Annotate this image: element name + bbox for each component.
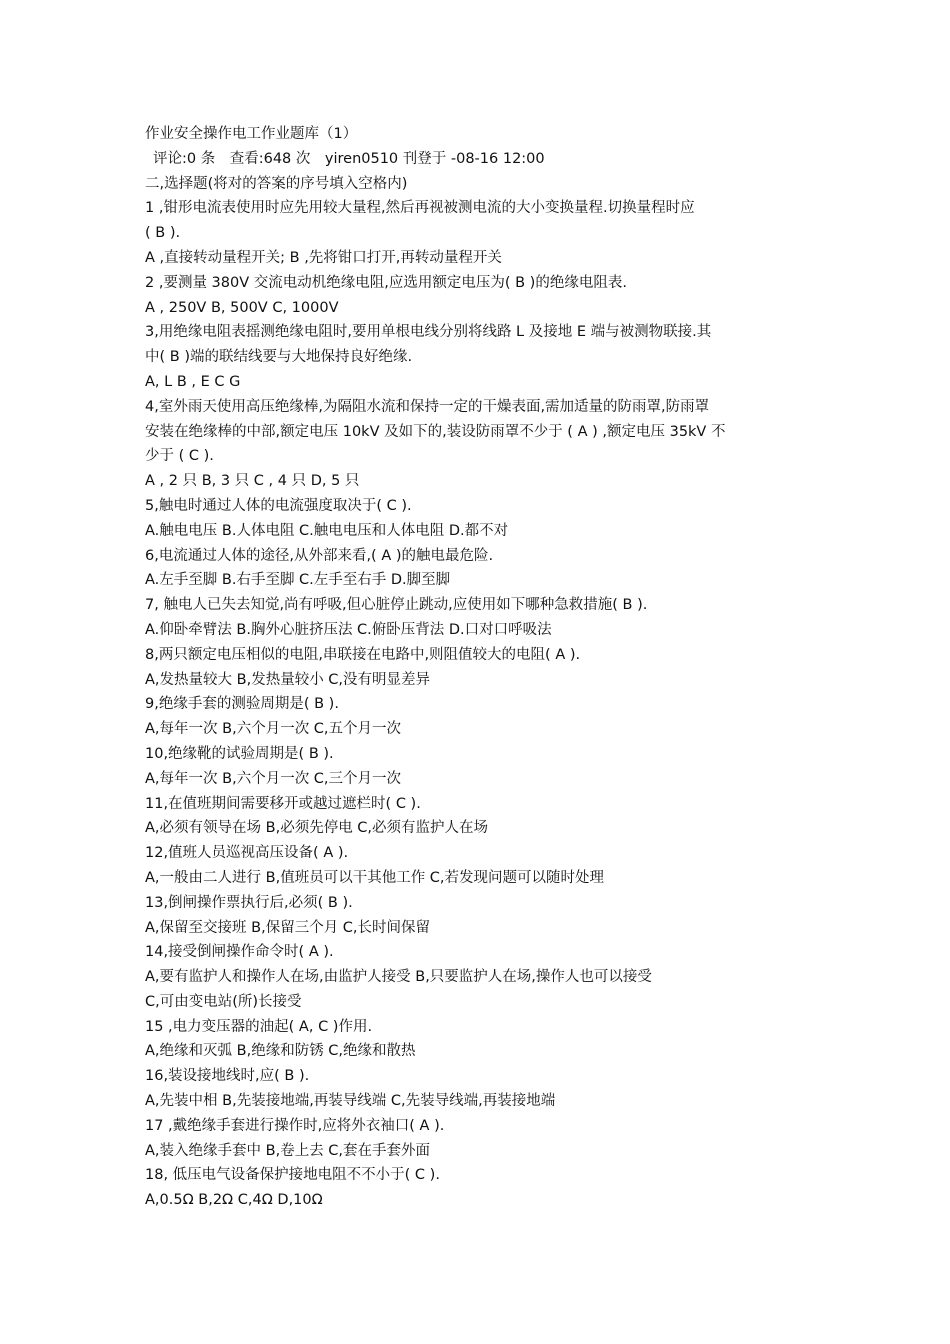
- text-line: A.仰卧牵臂法 B.胸外心脏挤压法 C.俯卧压背法 D.口对口呼吸法: [145, 621, 552, 638]
- text-line: 10,绝缘靴的试验周期是( B ).: [145, 745, 334, 762]
- text-line: 8,两只额定电压相似的电阻,串联接在电路中,则阻值较大的电阻( A ).: [145, 646, 581, 663]
- text-line: 13,倒闸操作票执行后,必须( B ).: [145, 894, 353, 911]
- text-line: 15 ,电力变压器的油起( A, C )作用.: [145, 1018, 373, 1035]
- text-line: 1 ,钳形电流表使用时应先用较大量程,然后再视被测电流的大小变换量程.切换量程时应: [145, 200, 695, 217]
- text-line: 18, 低压电气设备保护接地电阻不不小于( C ).: [145, 1167, 440, 1184]
- text-line: A,一般由二人进行 B,值班员可以干其他工作 C,若发现问题可以随时处理: [145, 869, 605, 886]
- text-line: A,发热量较大 B,发热量较小 C,没有明显差异: [145, 671, 431, 688]
- text-line: 16,装设接地线时,应( B ).: [145, 1068, 310, 1085]
- text-line: 9,绝缘手套的测验周期是( B ).: [145, 696, 339, 713]
- text-line: A,装入绝缘手套中 B,卷上去 C,套在手套外面: [145, 1142, 431, 1159]
- post-meta: 评论:0 条 查看:648 次 yiren0510 刊登于 -08-16 12:00: [153, 150, 545, 167]
- text-line: A,要有监护人和操作人在场,由监护人接受 B,只要监护人在场,操作人也可以接受: [145, 969, 652, 986]
- text-line: A,保留至交接班 B,保留三个月 C,长时间保留: [145, 919, 431, 936]
- document-title: 作业安全操作电工作业题库（1）: [145, 126, 358, 142]
- text-line: A , 250V B, 500V C, 1000V: [145, 299, 339, 316]
- text-line: 安装在绝缘棒的中部,额定电压 10kV 及如下的,装设防雨罩不少于 ( A ) ,额定电压 35kV 不: [145, 423, 726, 440]
- text-line: A,每年一次 B,六个月一次 C,五个月一次: [145, 721, 402, 738]
- text-line: 5,触电时通过人体的电流强度取决于( C ).: [145, 497, 412, 514]
- text-line: A.触电电压 B.人体电阻 C.触电电压和人体电阻 D.都不对: [145, 522, 509, 539]
- text-line: A,先装中相 B,先装接地端,再装导线端 C,先装导线端,再装接地端: [145, 1093, 556, 1110]
- text-line: 12,值班人员巡视高压设备( A ).: [145, 845, 349, 862]
- text-line: A,绝缘和灭弧 B,绝缘和防锈 C,绝缘和散热: [145, 1043, 416, 1060]
- text-line: 14,接受倒闸操作命令时( A ).: [145, 944, 334, 961]
- text-line: 6,电流通过人体的途径,从外部来看,( A )的触电最危险.: [145, 547, 494, 564]
- text-line: 中( B )端的联结线要与大地保持良好绝缘.: [145, 349, 413, 366]
- text-line: A,0.5Ω B,2Ω C,4Ω D,10Ω: [145, 1192, 323, 1209]
- section-heading: 二,选择题(将对的答案的序号填入空格内): [145, 175, 408, 192]
- text-line: A ,直接转动量程开关; B ,先将钳口打开,再转动量程开关: [145, 249, 502, 266]
- text-line: 4,室外雨天使用高压绝缘棒,为隔阻水流和保持一定的干燥表面,需加适量的防雨罩,防雨罩: [145, 398, 710, 415]
- text-line: A,必须有领导在场 B,必须先停电 C,必须有监护人在场: [145, 820, 489, 837]
- text-line: A.左手至脚 B.右手至脚 C.左手至右手 D.脚至脚: [145, 572, 451, 589]
- text-line: 2 ,要测量 380V 交流电动机绝缘电阻,应选用额定电压为( B )的绝缘电阻表.: [145, 274, 627, 291]
- text-line: C,可由变电站(所)长接受: [145, 993, 302, 1010]
- text-line: 11,在值班期间需要移开或越过遮栏时( C ).: [145, 795, 421, 812]
- text-line: A,每年一次 B,六个月一次 C,三个月一次: [145, 770, 402, 787]
- text-line: 少于 ( C ).: [145, 448, 214, 465]
- text-line: 7, 触电人已失去知觉,尚有呼吸,但心脏停止跳动,应使用如下哪种急救措施( B ).: [145, 597, 648, 614]
- text-line: A, L B , E C G: [145, 373, 241, 390]
- text-line: 17 ,戴绝缘手套进行操作时,应将外衣袖口( A ).: [145, 1117, 445, 1134]
- document-body: [145, 122, 815, 1213]
- text-line: ( B ).: [145, 225, 181, 242]
- text-line: 3,用绝缘电阻表摇测绝缘电阻时,要用单根电线分别将线路 L 及接地 E 端与被测物联接.其: [145, 324, 712, 341]
- text-line: A , 2 只 B, 3 只 C , 4 只 D, 5 只: [145, 473, 360, 490]
